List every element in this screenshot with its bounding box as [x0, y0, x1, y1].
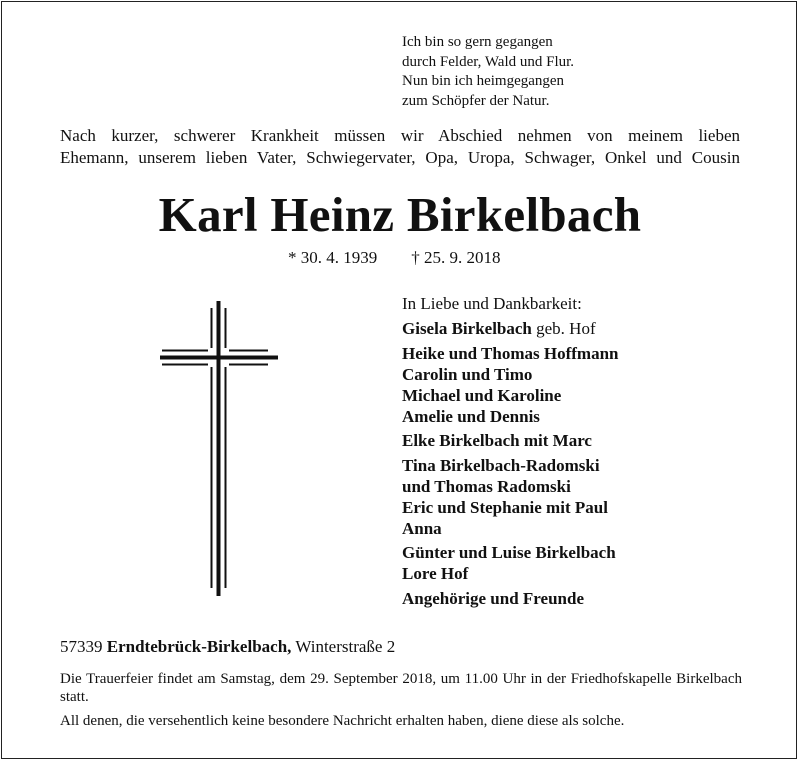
poem-line: zum Schöpfer der Natur. [402, 92, 550, 109]
family-group [402, 542, 618, 584]
family-member: Tina Birkelbach-Radomski [402, 455, 600, 475]
no-notice-text: All denen, die versehentlich keine besondere Nachricht erhalten haben, diene diese als solche. [60, 713, 625, 729]
poem-line: Ich bin so gern gegangen [402, 34, 553, 50]
birth-date: * 30. 4. 1939 [288, 248, 378, 267]
intro-text [60, 125, 740, 169]
family-member: Michael und Karoline [402, 385, 562, 405]
family-member: Anna [402, 518, 442, 538]
family-member [402, 318, 618, 339]
family-group [402, 430, 618, 451]
family-member: Elke Birkelbach mit Marc [402, 431, 592, 450]
family-member: Günter und Luise Birkelbach [402, 543, 616, 562]
wife-maiden-name: geb. Hof [531, 319, 596, 338]
family-member: Eric und Stephanie mit Paul [402, 497, 608, 517]
cross-icon [150, 296, 280, 606]
intro-line: Ehemann, unserem lieben Vater, Schwiegervater, Opa, Uropa, Schwager, Onkel und Cousin [60, 148, 740, 167]
address-street: Winterstraße 2 [295, 637, 396, 656]
family-member: Carolin und Timo [402, 364, 533, 384]
poem-line: Nun bin ich heimgegangen [402, 73, 565, 89]
address-zip: 57339 [60, 637, 103, 656]
poem [402, 33, 574, 111]
family-member: Angehörige und Freunde [402, 588, 584, 608]
funeral-notice: Die Trauerfeier findet am Samstag, dem 29. September 2018, um 11.00 Uhr in der Friedhofskapelle Birkelbach statt. [60, 671, 742, 705]
family-member: Heike und Thomas Hoffmann [402, 343, 619, 363]
family-member: Amelie und Dennis [402, 406, 540, 426]
family-group [402, 343, 618, 427]
death-date: † 25. 9. 2018 [411, 248, 501, 267]
family-member: Lore Hof [402, 564, 469, 583]
family-group [402, 588, 618, 609]
address [60, 637, 395, 657]
family-intro: In Liebe und Dankbarkeit: [402, 294, 582, 313]
wife-name: Gisela Birkelbach [402, 319, 532, 338]
family-group [402, 318, 618, 339]
intro-line: Nach kurzer, schwerer Krankheit müssen wir Abschied nehmen von meinem lieben [60, 126, 740, 145]
family-group [402, 455, 618, 539]
address-town: Erndtebrück-Birkelbach, [106, 637, 292, 656]
deceased-name: Karl Heinz Birkelbach [158, 187, 642, 242]
family-list [402, 293, 618, 612]
life-dates [288, 248, 501, 268]
poem-line: durch Felder, Wald und Flur. [402, 53, 575, 70]
family-member: und Thomas Radomski [402, 476, 571, 496]
